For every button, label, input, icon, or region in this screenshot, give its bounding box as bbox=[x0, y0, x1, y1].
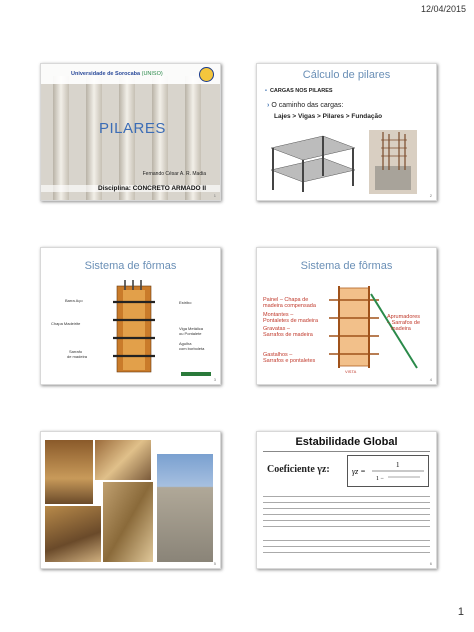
discipline-label: Disciplina: CONCRETO ARMADO II bbox=[41, 185, 220, 192]
presentation-title: PILARES bbox=[99, 120, 166, 137]
label-montantes: Montantes – bbox=[263, 312, 294, 318]
slide-1[interactable] bbox=[40, 63, 221, 201]
label-gravatas-2: Sarrafos de madeira bbox=[263, 332, 313, 338]
text-line bbox=[263, 546, 430, 547]
label-aprumadores: Aprumadores bbox=[387, 314, 421, 320]
coefficient-label: Coeficiente γz: bbox=[267, 464, 330, 475]
university-logo-icon bbox=[199, 67, 214, 82]
construction-photo-3 bbox=[45, 506, 101, 562]
label-viga: Viga Metálica bbox=[179, 326, 203, 331]
construction-photo-1 bbox=[45, 440, 93, 504]
page-number: 1 bbox=[457, 606, 464, 618]
slide-title: Estabilidade Global bbox=[295, 436, 398, 448]
label-viga-2: ou Pontalete bbox=[179, 331, 202, 336]
structure-frame-illustration bbox=[265, 126, 360, 194]
slide-number: 3 bbox=[213, 377, 216, 382]
svg-text:1 −: 1 − bbox=[376, 476, 384, 482]
label-vista: VISTA bbox=[345, 369, 357, 374]
label-chapa: Chapa Madeirite bbox=[51, 321, 81, 326]
text-line bbox=[263, 520, 430, 521]
label-gastalhos-2: Sarrafos e pontaletes bbox=[263, 358, 316, 364]
slide-number: 2 bbox=[429, 193, 432, 198]
text-line bbox=[263, 540, 430, 541]
column-image bbox=[185, 76, 201, 201]
text-line bbox=[263, 552, 430, 553]
label-gastalhos: Gastalhos – bbox=[263, 352, 293, 358]
construction-photo-4 bbox=[103, 482, 153, 562]
label-aprumadores-2: – Sarrafos de bbox=[387, 320, 421, 326]
slide-title: Sistema de fôrmas bbox=[300, 260, 393, 272]
slide-4[interactable] bbox=[256, 247, 437, 385]
title-divider bbox=[263, 451, 430, 452]
slide-number: 6 bbox=[429, 561, 432, 566]
label-sarrafo-2: de madeira bbox=[67, 354, 88, 359]
svg-text:1: 1 bbox=[396, 461, 400, 469]
label-montantes-2: Pontaletes de madeira bbox=[263, 318, 319, 324]
text-line bbox=[263, 496, 430, 497]
slide-3-footer-bar bbox=[181, 372, 211, 376]
slide-6[interactable] bbox=[256, 431, 437, 569]
header-date: 12/04/2015 bbox=[420, 4, 466, 14]
slide-number: 1 bbox=[213, 193, 216, 198]
text-line bbox=[263, 502, 430, 503]
svg-text:γz =: γz = bbox=[352, 467, 366, 476]
label-estribo: Estribo bbox=[179, 300, 192, 305]
load-path: Lajes > Vigas > Pilares > Fundação bbox=[274, 113, 383, 120]
text-line bbox=[263, 508, 430, 509]
slide-title: Cálculo de pilares bbox=[302, 69, 391, 81]
construction-photo-2 bbox=[95, 440, 151, 480]
subbullet-caminho: › O caminho das cargas: bbox=[267, 102, 343, 109]
label-agulha: Agulha bbox=[179, 341, 192, 346]
author-name: Fernando César A. R. Madia bbox=[142, 171, 206, 177]
university-name: Universidade de Sorocaba (UNISO) bbox=[71, 71, 163, 77]
bullet-cargas: • CARGAS NOS PILARES bbox=[265, 88, 333, 94]
label-painel-2: madeira compensada bbox=[263, 303, 316, 309]
label-barra: Barra Aço bbox=[65, 298, 83, 303]
building-photo bbox=[157, 454, 213, 562]
label-aprumadores-3: madeira bbox=[391, 326, 411, 332]
slide-number: 5 bbox=[213, 561, 216, 566]
label-painel: Painel – Chapa de bbox=[263, 297, 309, 303]
label-gravatas: Gravatas – bbox=[263, 326, 290, 332]
column-image bbox=[119, 76, 135, 201]
slide-title: Sistema de fôrmas bbox=[84, 260, 177, 272]
slide-2[interactable] bbox=[256, 63, 437, 201]
definitions-block bbox=[263, 492, 430, 528]
label-sarrafo: Sarrafo bbox=[69, 349, 83, 354]
text-line bbox=[263, 514, 430, 515]
formwork-diagram bbox=[111, 280, 157, 376]
column-image bbox=[53, 76, 69, 201]
label-agulha-2: com borboleta bbox=[179, 346, 205, 351]
column-image bbox=[152, 76, 168, 201]
slide-number: 4 bbox=[429, 377, 432, 382]
text-line bbox=[263, 526, 430, 527]
gamma-z-formula bbox=[347, 455, 429, 487]
slide-5[interactable] bbox=[40, 431, 221, 569]
pillar-foundation-photo bbox=[369, 130, 417, 194]
column-image bbox=[86, 76, 102, 201]
slide-3[interactable] bbox=[40, 247, 221, 385]
